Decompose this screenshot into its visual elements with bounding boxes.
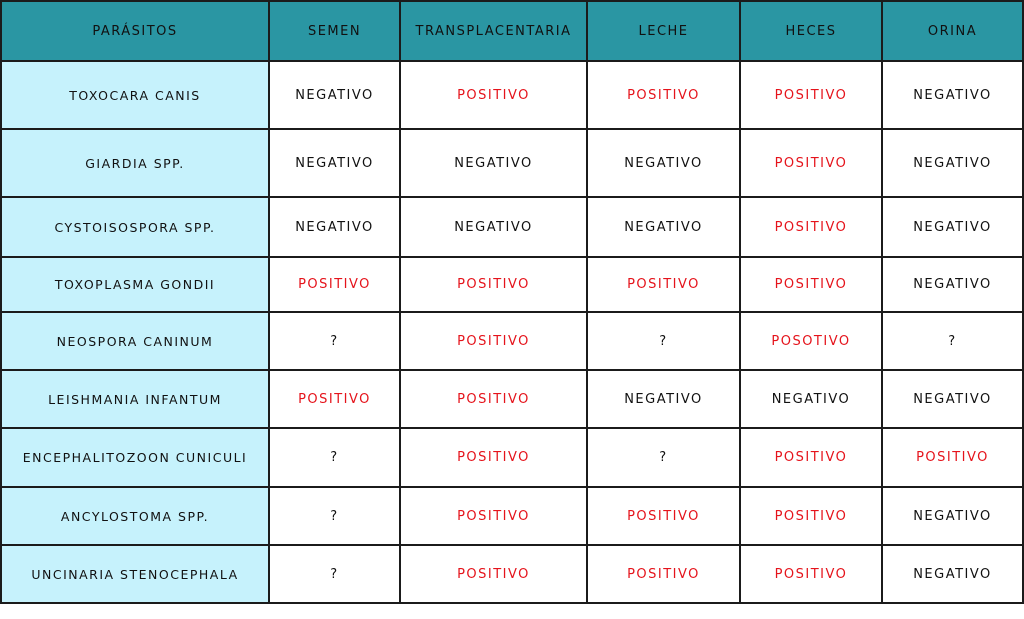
table-row [1,61,1023,129]
cell-leche: POSITIVO [587,257,740,312]
cell-heces: POSITIVO [740,487,882,545]
cell-semen: NEGATIVO [269,129,400,197]
cell-leche: NEGATIVO [587,197,740,257]
table-header [1,1,1023,61]
parasite-name: TOXOPLASMA GONDII [1,257,269,312]
table-row [1,312,1023,370]
cell-transplacentaria: POSITIVO [400,428,587,487]
cell-heces: POSITIVO [740,61,882,129]
table-row [1,197,1023,257]
cell-transplacentaria: POSITIVO [400,370,587,428]
cell-leche: POSITIVO [587,61,740,129]
cell-heces: NEGATIVO [740,370,882,428]
parasite-name: GIARDIA SPP. [1,129,269,197]
cell-heces: POSITIVO [740,545,882,603]
table-row [1,545,1023,603]
cell-heces: POSITIVO [740,257,882,312]
parasite-name: ENCEPHALITOZOON CUNICULI [1,428,269,487]
cell-leche: POSITIVO [587,545,740,603]
cell-transplacentaria: POSITIVO [400,487,587,545]
table-body [1,61,1023,603]
cell-leche: ? [587,312,740,370]
cell-semen: ? [269,545,400,603]
cell-orina: NEGATIVO [882,129,1023,197]
cell-leche: ? [587,428,740,487]
header-parasitos: PARÁSITOS [1,1,269,61]
parasite-name: TOXOCARA CANIS [1,61,269,129]
table-row [1,370,1023,428]
cell-transplacentaria: POSITIVO [400,257,587,312]
cell-transplacentaria: POSITIVO [400,312,587,370]
cell-orina: NEGATIVO [882,197,1023,257]
cell-semen: ? [269,312,400,370]
header-heces: HECES [740,1,882,61]
cell-heces: POSITIVO [740,197,882,257]
cell-leche: POSITIVO [587,487,740,545]
cell-orina: NEGATIVO [882,487,1023,545]
table-row [1,428,1023,487]
cell-semen: POSITIVO [269,257,400,312]
cell-transplacentaria: POSITIVO [400,61,587,129]
cell-heces: POSITIVO [740,428,882,487]
header-transplacentaria: TRANSPLACENTARIA [400,1,587,61]
cell-semen: POSITIVO [269,370,400,428]
cell-transplacentaria: NEGATIVO [400,129,587,197]
parasite-name: UNCINARIA STENOCEPHALA [1,545,269,603]
parasite-name: NEOSPORA CANINUM [1,312,269,370]
table-row [1,487,1023,545]
cell-leche: NEGATIVO [587,370,740,428]
cell-orina: NEGATIVO [882,257,1023,312]
cell-orina: NEGATIVO [882,61,1023,129]
parasite-name: LEISHMANIA INFANTUM [1,370,269,428]
cell-heces: POSITIVO [740,129,882,197]
cell-semen: ? [269,428,400,487]
cell-semen: ? [269,487,400,545]
cell-transplacentaria: NEGATIVO [400,197,587,257]
cell-orina: POSITIVO [882,428,1023,487]
header-row [1,1,1023,61]
table-row [1,257,1023,312]
cell-semen: NEGATIVO [269,197,400,257]
parasite-name: ANCYLOSTOMA SPP. [1,487,269,545]
cell-orina: NEGATIVO [882,545,1023,603]
cell-heces: POSOTIVO [740,312,882,370]
cell-leche: NEGATIVO [587,129,740,197]
header-semen: SEMEN [269,1,400,61]
header-leche: LECHE [587,1,740,61]
cell-transplacentaria: POSITIVO [400,545,587,603]
header-orina: ORINA [882,1,1023,61]
cell-semen: NEGATIVO [269,61,400,129]
table-row [1,129,1023,197]
cell-orina: NEGATIVO [882,370,1023,428]
cell-orina: ? [882,312,1023,370]
parasite-name: CYSTOISOSPORA SPP. [1,197,269,257]
